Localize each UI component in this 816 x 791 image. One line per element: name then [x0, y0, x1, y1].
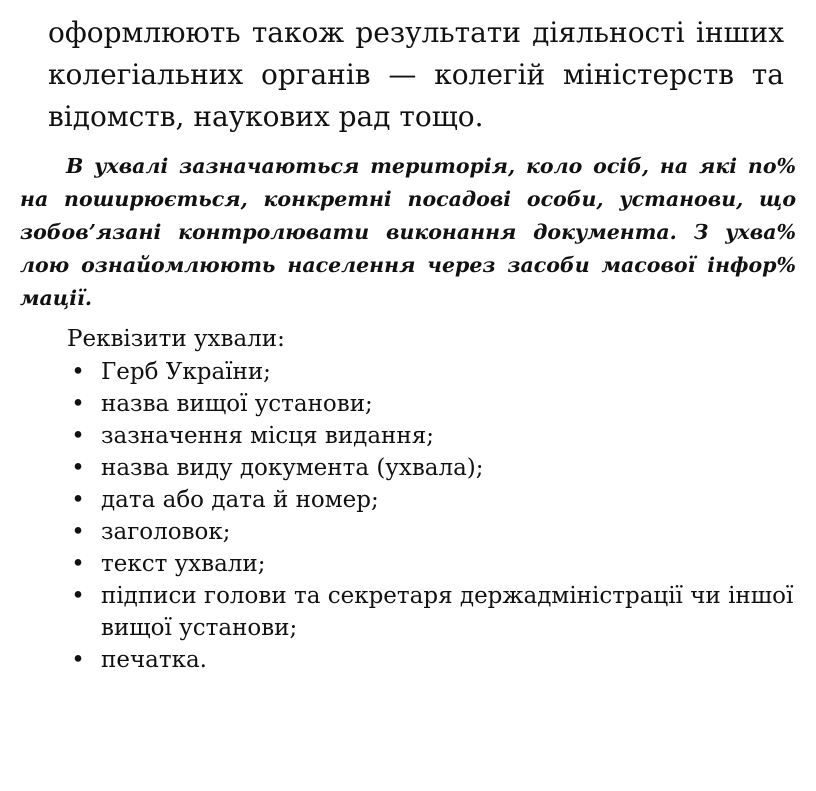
list-item [67, 548, 797, 580]
list-item-label: печатка. [101, 647, 207, 673]
list-item-label: текст ухвали; [101, 551, 266, 577]
list-item [67, 644, 797, 676]
bullet-icon: • [71, 519, 85, 545]
bullet-icon: • [71, 455, 85, 481]
requisites-list [67, 356, 797, 676]
list-item-label: назва виду документа (ухвала); [101, 455, 484, 481]
list-item [67, 388, 797, 420]
list-item [67, 516, 797, 548]
list-item-label: підписи голови та секретаря держадміністрації чи іншої вищої установи; [101, 583, 794, 641]
list-item-label: зазначення місця видання; [101, 423, 434, 449]
list-item-label: Герб України; [101, 359, 271, 385]
list-item [67, 420, 797, 452]
bullet-icon: • [71, 647, 85, 673]
list-item-label: заголовок; [101, 519, 231, 545]
bullet-icon: • [71, 551, 85, 577]
bullet-icon: • [71, 391, 85, 417]
bullet-icon: • [71, 583, 85, 609]
list-item [67, 356, 797, 388]
requisites-title: Реквізити ухвали: [67, 326, 285, 352]
list-item-label: назва вищої установи; [101, 391, 373, 417]
italic-paragraph: В ухвалі зазначаються територія, коло осіб, на які по% на поширюється, конкретні посадові особи, установи, що зобов’язані контролювати виконання документа. З ухва% лою ознайомлюють населення через засоби масової інфор% мації. [20, 154, 796, 310]
list-item-label: дата або дата й номер; [101, 487, 379, 513]
list-item [67, 452, 797, 484]
bullet-icon: • [71, 359, 85, 385]
bullet-icon: • [71, 487, 85, 513]
list-item [67, 484, 797, 516]
intro-paragraph: оформлюють також результати діяльності інших колегіальних органів — колегій міністерств та відомств, наукових рад тощо. [48, 16, 784, 133]
bullet-icon: • [71, 423, 85, 449]
list-item [67, 580, 797, 644]
